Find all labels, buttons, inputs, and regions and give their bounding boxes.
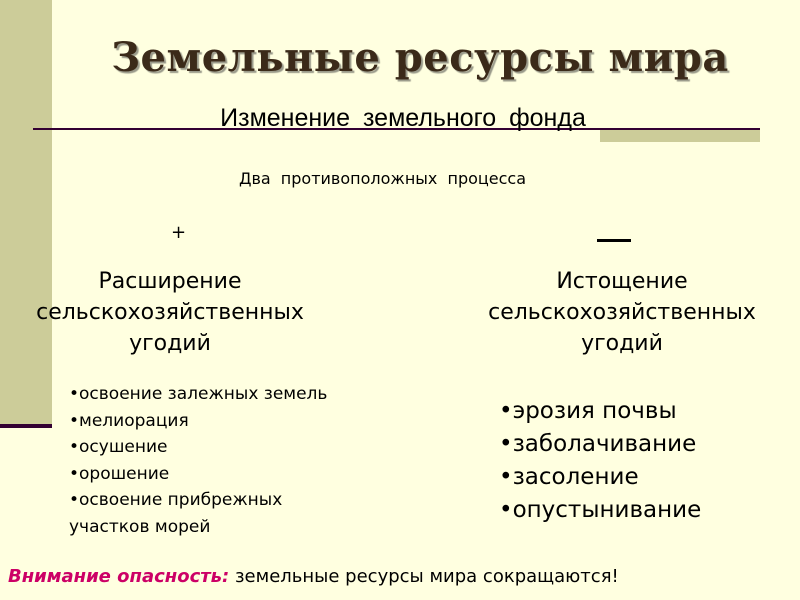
list-item: •освоение прибрежных xyxy=(69,490,283,510)
list-item: •заболачивание xyxy=(499,431,697,457)
heading-line: Истощение xyxy=(556,269,688,294)
list-item: •мелиорация xyxy=(69,410,189,431)
list-item: участков морей xyxy=(69,516,211,537)
warning-text: земельные ресурсы мира сокращаются! xyxy=(229,566,619,587)
warning-label: Внимание опасность: xyxy=(8,566,230,587)
left-bar-divider xyxy=(0,424,52,428)
expansion-heading xyxy=(0,266,350,359)
depletion-list xyxy=(499,395,701,527)
heading-line: угодий xyxy=(581,331,663,356)
list-item: •освоение залежных земель xyxy=(69,384,328,404)
footer-warning xyxy=(8,566,619,587)
heading-line: угодий xyxy=(129,331,211,356)
slide-subtitle: Изменение земельного фонда xyxy=(220,104,586,132)
intro-text: Два противоположных процесса xyxy=(238,169,527,188)
slide-title: Земельные ресурсы мира xyxy=(111,34,729,81)
depletion-heading xyxy=(442,266,800,359)
heading-line: сельскохозяйственных xyxy=(36,300,304,325)
list-item: •орошение xyxy=(69,463,170,484)
minus-sign xyxy=(597,239,631,242)
list-item: •засоление xyxy=(499,464,639,490)
heading-line: Расширение xyxy=(98,269,242,294)
expansion-list xyxy=(69,381,327,540)
list-item: •осушение xyxy=(69,437,168,457)
list-item: •опустынивание xyxy=(499,497,702,523)
heading-line: сельскохозяйственных xyxy=(488,300,756,325)
plus-sign: + xyxy=(171,222,187,243)
list-item: •эрозия почвы xyxy=(499,398,677,424)
